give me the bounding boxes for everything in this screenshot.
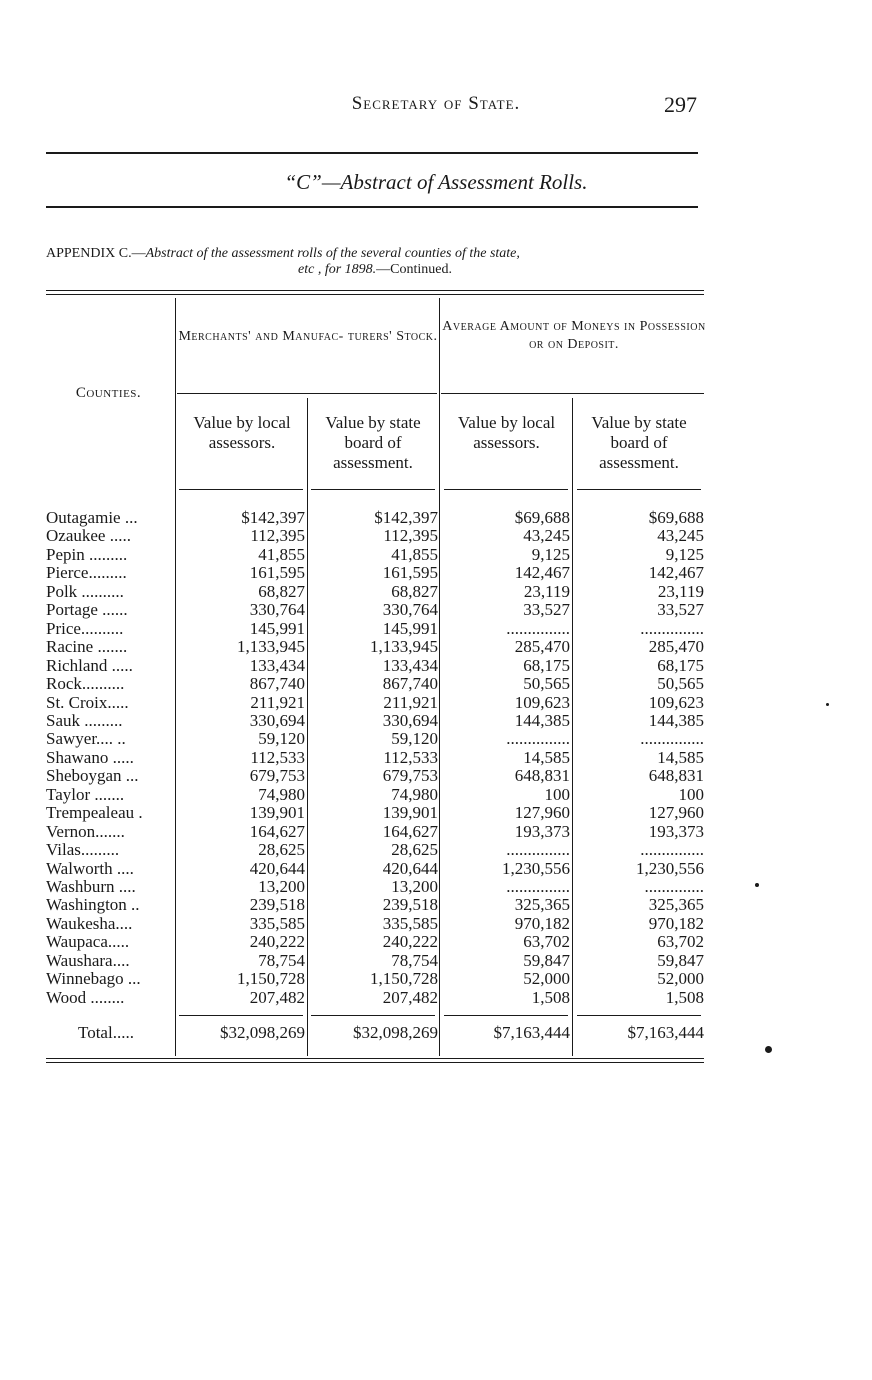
merch-local-value: 145,991 <box>249 618 305 638</box>
county-name: Sheboygan ... <box>46 767 139 786</box>
merch-local-value: 335,585 <box>249 913 305 933</box>
county-name: Taylor ....... <box>46 785 125 804</box>
table-row <box>46 730 706 748</box>
money-state-value: 50,565 <box>657 674 704 694</box>
table-top-rule-2 <box>46 294 704 295</box>
money-state-value: 1,508 <box>665 987 704 1007</box>
merch-state-value: 112,395 <box>383 526 438 546</box>
colh-underline-3 <box>444 489 568 490</box>
merch-local-value: 240,222 <box>249 932 305 952</box>
running-title: Secretary of State. <box>351 93 521 114</box>
page-number: 297 <box>664 92 697 117</box>
section-title: “C”—Abstract of Assessment Rolls. <box>284 170 588 194</box>
colh-underline-4 <box>577 489 701 490</box>
col-header-money-state: Value by state board of assessment. <box>591 413 687 472</box>
county-name: Ozaukee ..... <box>46 527 131 546</box>
money-local-value: 142,467 <box>514 563 570 583</box>
total-rule-4 <box>577 1015 701 1016</box>
county-name: Pierce......... <box>46 564 127 583</box>
table-row <box>46 694 706 712</box>
table-top-rule <box>46 290 704 291</box>
county-name: Racine ....... <box>46 638 128 657</box>
money-state-value: ............... <box>640 618 704 638</box>
money-local-value: 59,847 <box>523 950 570 970</box>
merch-state-value: 59,120 <box>391 729 438 749</box>
total-row <box>46 1023 706 1043</box>
merch-state-value: 161,595 <box>382 563 438 583</box>
table-row <box>46 675 706 693</box>
merch-local-value: 207,482 <box>249 987 305 1007</box>
header-rule <box>46 152 698 154</box>
money-local-value: 23,119 <box>523 581 570 601</box>
table-row <box>46 583 706 601</box>
table-row <box>46 620 706 638</box>
money-local-value: 100 <box>544 784 570 804</box>
merch-local-value: 13,200 <box>258 877 305 896</box>
table-row <box>46 841 706 859</box>
county-name: Washington .. <box>46 896 140 915</box>
money-local-value: 193,373 <box>514 821 570 841</box>
col-header-money-local: Value by local assessors. <box>457 413 556 452</box>
money-local-value: 14,585 <box>523 747 570 767</box>
money-local-value: 68,175 <box>523 655 570 675</box>
group2-underline <box>441 393 704 394</box>
merch-local-value: 68,827 <box>258 581 305 601</box>
county-name: Polk .......... <box>46 582 124 601</box>
merch-state-value: 1,150,728 <box>370 969 438 989</box>
merch-state-value: 330,764 <box>382 600 438 620</box>
merch-local-value: 164,627 <box>249 821 305 841</box>
money-state-value: 68,175 <box>657 655 704 675</box>
county-name: Outagamie ... <box>46 509 138 527</box>
col-header-merch-local: Value by local assessors. <box>193 413 291 452</box>
merch-state-value: 133,434 <box>382 655 438 675</box>
table-row <box>46 657 706 675</box>
ink-spot <box>826 703 829 706</box>
col-header-merch-state: Value by state board of assessment. <box>325 413 421 472</box>
table-row <box>46 896 706 914</box>
merch-state-value: 1,133,945 <box>370 637 438 657</box>
money-state-value: 100 <box>678 784 704 804</box>
table-row <box>46 509 706 527</box>
merch-local-value: 211,921 <box>250 692 305 712</box>
money-state-value: 193,373 <box>648 821 704 841</box>
merch-state-value: 164,627 <box>382 821 438 841</box>
money-local-value: 9,125 <box>531 544 570 564</box>
money-state-value: 9,125 <box>665 544 704 564</box>
total-rule-1 <box>179 1015 303 1016</box>
ink-spot <box>765 1046 772 1053</box>
merch-local-value: 161,595 <box>249 563 305 583</box>
table-row <box>46 804 706 822</box>
merch-local-value: 41,855 <box>258 544 305 564</box>
merch-state-value: 145,991 <box>382 618 438 638</box>
county-name: Trempealeau . <box>46 804 143 823</box>
county-name: Price.......... <box>46 619 124 638</box>
merch-state-value: 41,855 <box>391 544 438 564</box>
caption-text: Abstract of the assessment rolls of the several counties of the state, <box>145 246 520 261</box>
money-local-value: 109,623 <box>514 692 570 712</box>
money-state-value: ............... <box>640 840 704 860</box>
merch-state-value: 330,694 <box>382 710 438 730</box>
merch-state-value: 211,921 <box>383 692 438 712</box>
merch-state-value: 207,482 <box>382 987 438 1007</box>
table-row <box>46 546 706 564</box>
money-local-value: 127,960 <box>514 803 570 823</box>
table-row <box>46 767 706 785</box>
money-state-value: 1,230,556 <box>636 858 704 878</box>
table-bottom-rule-2 <box>46 1062 704 1063</box>
table-row <box>46 878 706 896</box>
total-money-local: $7,163,444 <box>493 1023 570 1042</box>
county-name: Winnebago ... <box>46 970 141 989</box>
county-name: Waupaca..... <box>46 933 130 952</box>
county-name: Vernon....... <box>46 822 125 841</box>
money-local-value: ............... <box>506 618 570 638</box>
table-row <box>46 860 706 878</box>
merch-local-value: 867,740 <box>249 674 305 694</box>
money-local-value: ............... <box>506 877 570 896</box>
table-row <box>46 933 706 951</box>
group-header-merchants: Merchants' and Manufac- turers' Stock. <box>178 329 438 344</box>
money-state-value: 14,585 <box>657 747 704 767</box>
county-name: Waukesha.... <box>46 914 133 933</box>
money-state-value: 33,527 <box>657 600 704 620</box>
table-row <box>46 915 706 933</box>
money-state-value: 52,000 <box>657 969 704 989</box>
money-local-value: 63,702 <box>523 932 570 952</box>
money-state-value: 142,467 <box>648 563 704 583</box>
merch-state-value: 13,200 <box>391 877 438 896</box>
money-state-value: 325,365 <box>648 895 704 915</box>
total-merch-local: $32,098,269 <box>220 1023 305 1042</box>
money-state-value: 109,623 <box>648 692 704 712</box>
merch-local-value: 330,694 <box>249 710 305 730</box>
money-state-value: 648,831 <box>648 766 704 786</box>
county-name: Vilas......... <box>46 841 120 860</box>
money-local-value: 1,230,556 <box>502 858 570 878</box>
money-local-value: 43,245 <box>523 526 570 546</box>
merch-local-value: 78,754 <box>258 950 305 970</box>
money-state-value: $69,688 <box>648 508 704 527</box>
merch-state-value: 139,901 <box>382 803 438 823</box>
table-row <box>46 970 706 988</box>
money-local-value: 50,565 <box>523 674 570 694</box>
money-state-value: 144,385 <box>648 710 704 730</box>
merch-state-value: 28,625 <box>391 840 438 860</box>
money-state-value: .............. <box>644 877 704 896</box>
merch-state-value: 679,753 <box>382 766 438 786</box>
total-money-state: $7,163,444 <box>627 1023 704 1042</box>
merch-local-value: $142,397 <box>241 508 305 527</box>
money-state-value: 43,245 <box>657 526 704 546</box>
money-local-value: 325,365 <box>514 895 570 915</box>
merch-local-value: 59,120 <box>258 729 305 749</box>
table-row <box>46 989 706 1007</box>
merch-state-value: 78,754 <box>391 950 438 970</box>
caption-label: APPENDIX C.— <box>46 246 146 261</box>
merch-local-value: 74,980 <box>258 784 305 804</box>
merch-local-value: 28,625 <box>258 840 305 860</box>
merch-local-value: 112,395 <box>250 526 305 546</box>
merch-local-value: 679,753 <box>249 766 305 786</box>
counties-header: Counties. <box>75 385 142 401</box>
county-name: Waushara.... <box>46 951 130 970</box>
county-name: St. Croix..... <box>46 693 129 712</box>
money-state-value: 127,960 <box>648 803 704 823</box>
merch-local-value: 112,533 <box>250 747 305 767</box>
merch-local-value: 239,518 <box>249 895 305 915</box>
county-name: Pepin ......... <box>46 545 128 564</box>
table-caption <box>46 246 704 278</box>
table-bottom-rule <box>46 1058 704 1059</box>
merch-local-value: 330,764 <box>249 600 305 620</box>
county-name: Richland ..... <box>46 656 133 675</box>
money-local-value: 285,470 <box>514 637 570 657</box>
money-state-value: 59,847 <box>657 950 704 970</box>
merch-local-value: 139,901 <box>249 803 305 823</box>
table-row <box>46 601 706 619</box>
money-state-value: ............... <box>640 729 704 749</box>
table-row <box>46 823 706 841</box>
group-header-moneys: Average Amount of Moneys in Possession or on Deposit. <box>442 319 706 352</box>
table-row <box>46 786 706 804</box>
money-local-value: 33,527 <box>523 600 570 620</box>
money-local-value: $69,688 <box>514 508 570 527</box>
merch-state-value: 240,222 <box>382 932 438 952</box>
table-row <box>46 712 706 730</box>
county-name: Shawano ..... <box>46 748 134 767</box>
ink-spot <box>755 883 759 887</box>
total-rule-3 <box>444 1015 568 1016</box>
county-name: Wood ........ <box>46 988 125 1007</box>
colh-underline-1 <box>179 489 303 490</box>
merch-state-value: 335,585 <box>382 913 438 933</box>
table-row <box>46 952 706 970</box>
county-name: Rock.......... <box>46 675 125 694</box>
merch-local-value: 1,133,945 <box>237 637 305 657</box>
table-row <box>46 749 706 767</box>
money-state-value: 63,702 <box>657 932 704 952</box>
money-local-value: 144,385 <box>514 710 570 730</box>
money-local-value: 970,182 <box>514 913 570 933</box>
money-local-value: 648,831 <box>514 766 570 786</box>
county-name: Walworth .... <box>46 859 134 878</box>
county-name: Washburn .... <box>46 878 136 896</box>
money-local-value: ............... <box>506 729 570 749</box>
merch-state-value: 867,740 <box>382 674 438 694</box>
merch-local-value: 1,150,728 <box>237 969 305 989</box>
money-local-value: 52,000 <box>523 969 570 989</box>
table-row <box>46 564 706 582</box>
total-label: Total..... <box>78 1023 134 1042</box>
caption-line2: etc , for 1898.—Continued. <box>298 262 452 277</box>
money-local-value: ............... <box>506 840 570 860</box>
county-name: Sauk ......... <box>46 711 123 730</box>
merch-state-value: 68,827 <box>391 581 438 601</box>
total-merch-state: $32,098,269 <box>353 1023 438 1042</box>
merch-state-value: 420,644 <box>382 858 438 878</box>
money-state-value: 970,182 <box>648 913 704 933</box>
colh-underline-2 <box>311 489 435 490</box>
group1-underline <box>177 393 437 394</box>
money-local-value: 1,508 <box>531 987 570 1007</box>
merch-local-value: 133,434 <box>249 655 305 675</box>
money-state-value: 285,470 <box>648 637 704 657</box>
county-name: Sawyer.... .. <box>46 730 126 749</box>
merch-state-value: 74,980 <box>391 784 438 804</box>
section-rule <box>46 206 698 208</box>
money-state-value: 23,119 <box>657 581 704 601</box>
merch-state-value: $142,397 <box>374 508 438 527</box>
total-rule-2 <box>311 1015 435 1016</box>
merch-state-value: 239,518 <box>382 895 438 915</box>
county-name: Portage ...... <box>46 601 128 620</box>
merch-local-value: 420,644 <box>249 858 305 878</box>
table-row <box>46 527 706 545</box>
merch-state-value: 112,533 <box>383 747 438 767</box>
table-row <box>46 638 706 656</box>
